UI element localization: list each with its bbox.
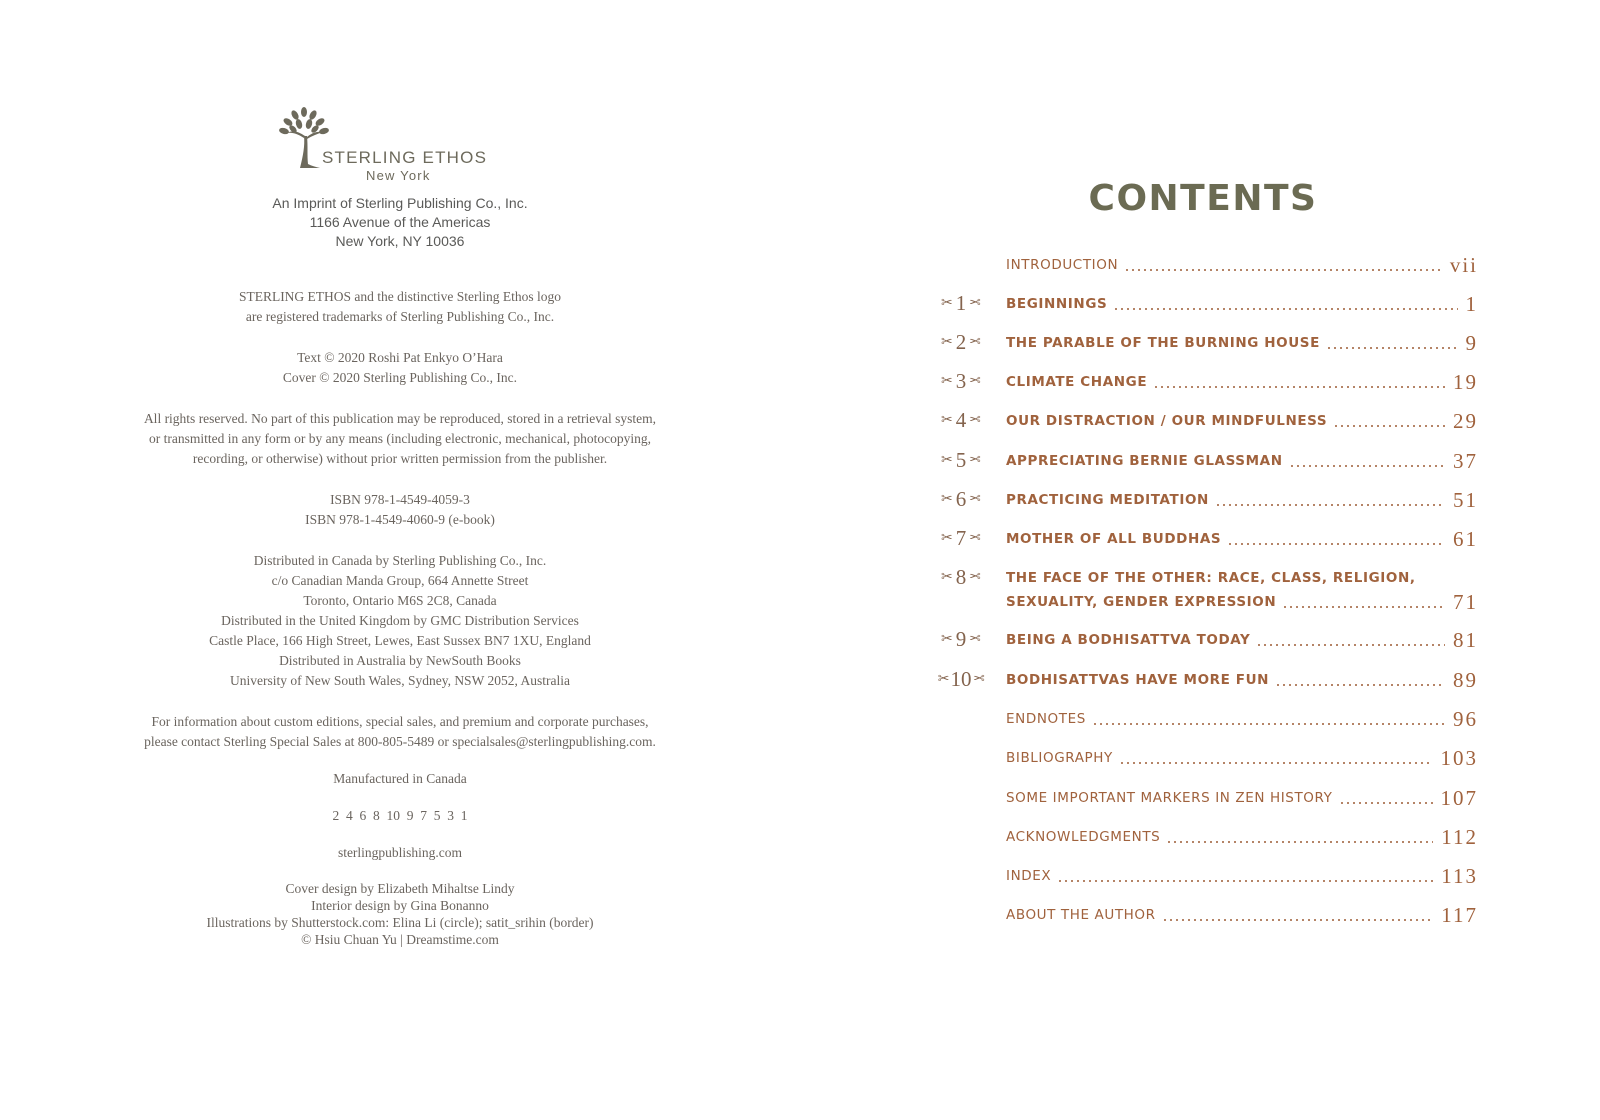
- leader-dots: [1282, 606, 1445, 608]
- website-block: [100, 843, 700, 863]
- chapter-marker: [930, 448, 992, 472]
- toc-entry-link[interactable]: [1006, 670, 1478, 690]
- toc-page-number: 29: [1453, 409, 1478, 433]
- left-bracket-ornament-icon: ✂: [941, 295, 953, 311]
- distribution-line: Distributed in Australia by NewSouth Books: [279, 653, 521, 668]
- brand-name: STERLING ETHOS: [322, 148, 488, 167]
- imprint-line: 1166 Avenue of the Americas: [309, 214, 491, 230]
- right-bracket-ornament-icon: ✂: [969, 412, 981, 428]
- right-bracket-ornament-icon: ✂: [969, 491, 981, 507]
- imprint-line: An Imprint of Sterling Publishing Co., Inc.: [272, 195, 528, 211]
- toc-entry-title: ENDNOTES: [1006, 711, 1086, 727]
- toc-entry-link[interactable]: [1006, 490, 1478, 510]
- print-line-block: [100, 806, 700, 826]
- toc-entry-title: PRACTICING MEDITATION: [1006, 492, 1209, 508]
- credits-line: Cover design by Elizabeth Mihaltse Lindy: [285, 881, 515, 896]
- right-bracket-ornament-icon: ✂: [969, 631, 981, 647]
- distribution-line: Distributed in Canada by Sterling Publishing Co., Inc.: [253, 553, 547, 568]
- isbn-line: ISBN 978-1-4549-4059-3: [330, 492, 470, 507]
- toc-entry-title: INTRODUCTION: [1006, 257, 1119, 273]
- manufactured-line: Manufactured in Canada: [333, 771, 467, 786]
- right-bracket-ornament-icon: ✂: [972, 671, 985, 687]
- left-bracket-ornament-icon: ✂: [941, 631, 953, 647]
- toc-page-number: 89: [1453, 668, 1478, 692]
- distribution-line: Toronto, Ontario M6S 2C8, Canada: [303, 593, 497, 608]
- toc-entry-title-line1: THE FACE OF THE OTHER: RACE, CLASS, RELIGION,: [1006, 570, 1416, 586]
- toc-entry-title: OUR DISTRACTION / OUR MINDFULNESS: [1006, 413, 1328, 429]
- distribution-line: University of New South Wales, Sydney, NSW 2052, Australia: [230, 673, 570, 688]
- toc-entry-title: CLIMATE CHANGE: [1006, 374, 1148, 390]
- toc-entry-link[interactable]: [1006, 827, 1478, 847]
- trademark-line: STERLING ETHOS and the distinctive Sterling Ethos logo: [238, 289, 562, 304]
- leader-dots: [1339, 802, 1433, 804]
- toc-page-number: 103: [1440, 746, 1478, 770]
- rights-line: or transmitted in any form or by any means (including electronic, mechanical, photocopying,: [149, 431, 651, 446]
- toc-entry-title: THE PARABLE OF THE BURNING HOUSE: [1006, 335, 1320, 351]
- toc-entry-title: BODHISATTVAS HAVE MORE FUN: [1006, 672, 1270, 688]
- leader-dots: [1289, 465, 1445, 467]
- toc-page-number: 81: [1453, 628, 1478, 652]
- toc-entry-title: APPRECIATING BERNIE GLASSMAN: [1006, 453, 1283, 469]
- trademark-notice: [100, 287, 700, 327]
- toc-entry-link[interactable]: [1006, 788, 1478, 808]
- imprint-line: New York, NY 10036: [335, 233, 465, 249]
- chapter-number: 8: [955, 564, 967, 589]
- trademark-line: are registered trademarks of Sterling Publishing Co., Inc.: [245, 309, 555, 324]
- toc-entry-link[interactable]: [1006, 529, 1478, 549]
- leader-dots: [1153, 386, 1445, 388]
- isbn-block: [100, 490, 700, 530]
- toc-page-number: 37: [1453, 449, 1478, 473]
- toc-entry-link[interactable]: [1006, 451, 1478, 471]
- toc-entry-link[interactable]: [1006, 411, 1478, 431]
- chapter-marker: [930, 627, 992, 651]
- leader-dots: [1275, 684, 1445, 686]
- toc-entry-title: BEGINNINGS: [1006, 296, 1108, 312]
- toc-page-number: 1: [1465, 292, 1478, 316]
- leader-dots: [1119, 762, 1433, 764]
- copyright-line: Cover © 2020 Sterling Publishing Co., Inc.: [282, 370, 518, 385]
- chapter-marker: [930, 667, 992, 691]
- toc-entry-link[interactable]: [1006, 709, 1478, 729]
- right-bracket-ornament-icon: ✂: [969, 569, 981, 585]
- toc-page-number: 9: [1465, 331, 1478, 355]
- distribution-line: Distributed in the United Kingdom by GMC Distribution Services: [221, 613, 579, 628]
- chapter-marker: [930, 487, 992, 511]
- distribution-block: [100, 551, 700, 691]
- toc-entry-link[interactable]: [1006, 630, 1478, 650]
- toc-entry-link[interactable]: [1006, 905, 1478, 925]
- distribution-line: Castle Place, 166 High Street, Lewes, East Sussex BN7 1XU, England: [209, 633, 591, 648]
- toc-page-number: 117: [1441, 903, 1478, 927]
- rights-line: All rights reserved. No part of this publication may be reproduced, stored in a retrieval system,: [143, 411, 657, 426]
- sales-line: For information about custom editions, special sales, and premium and corporate purchases,: [151, 714, 649, 729]
- toc-entry-link[interactable]: [1006, 866, 1478, 886]
- left-bracket-ornament-icon: ✂: [941, 491, 953, 507]
- toc-entry-title: SEXUALITY, GENDER EXPRESSION: [1006, 594, 1277, 610]
- chapter-marker: [930, 408, 992, 432]
- rights-notice: [100, 409, 700, 469]
- contents-page: [930, 0, 1490, 1120]
- leader-dots: [1113, 308, 1457, 310]
- chapter-number: 3: [955, 368, 967, 393]
- chapter-number: 5: [955, 447, 967, 472]
- toc-entry-link[interactable]: [1006, 748, 1478, 768]
- credits-line: Illustrations by Shutterstock.com: Elina Li (circle); satit_srihin (border): [206, 915, 594, 930]
- toc-entry-link[interactable]: [1006, 294, 1478, 314]
- toc-page-number: 113: [1441, 864, 1478, 888]
- leader-dots: [1124, 269, 1442, 271]
- contents-title: CONTENTS: [1088, 178, 1318, 219]
- toc-page-number: 61: [1453, 527, 1478, 551]
- distribution-line: c/o Canadian Manda Group, 664 Annette Street: [271, 573, 529, 588]
- chapter-marker: [930, 330, 992, 354]
- left-bracket-ornament-icon: ✂: [937, 671, 950, 687]
- copyright-line: Text © 2020 Roshi Pat Enkyo O’Hara: [297, 350, 503, 365]
- print-line: 2 4 6 8 10 9 7 5 3 1: [332, 808, 468, 823]
- leader-dots: [1333, 425, 1445, 427]
- leader-dots: [1326, 347, 1458, 349]
- leader-dots: [1057, 880, 1433, 882]
- toc-entry-link[interactable]: [1006, 372, 1478, 392]
- chapter-number: 2: [955, 329, 967, 354]
- website-link: sterlingpublishing.com: [337, 845, 463, 860]
- toc-entry-title: ABOUT THE AUTHOR: [1006, 907, 1156, 923]
- toc-page-number: 51: [1453, 488, 1478, 512]
- right-bracket-ornament-icon: ✂: [969, 452, 981, 468]
- isbn-line: ISBN 978-1-4549-4060-9 (e-book): [305, 512, 495, 527]
- chapter-marker: [930, 369, 992, 393]
- left-bracket-ornament-icon: ✂: [941, 373, 953, 389]
- leader-dots: [1162, 919, 1434, 921]
- leader-dots: [1215, 504, 1445, 506]
- toc-entry-title: BEING A BODHISATTVA TODAY: [1006, 632, 1251, 648]
- left-bracket-ornament-icon: ✂: [941, 452, 953, 468]
- chapter-number: 1: [955, 290, 967, 315]
- leader-dots: [1227, 543, 1445, 545]
- right-bracket-ornament-icon: ✂: [969, 530, 981, 546]
- brand-city: New York: [366, 168, 431, 183]
- chapter-number: 9: [955, 626, 967, 651]
- right-bracket-ornament-icon: ✂: [969, 373, 981, 389]
- left-bracket-ornament-icon: ✂: [941, 334, 953, 350]
- copyright-page: [100, 100, 700, 948]
- toc-page-number: 19: [1453, 370, 1478, 394]
- credits-line: Interior design by Gina Bonanno: [311, 898, 489, 913]
- toc-entry-title: MOTHER OF ALL BUDDHAS: [1006, 531, 1222, 547]
- chapter-number: 7: [955, 525, 967, 550]
- sales-line: please contact Sterling Special Sales at 800-805-5489 or specialsales@sterlingpublishing.com.: [144, 734, 656, 749]
- publisher-logo: [100, 100, 700, 184]
- toc-entry-title: BIBLIOGRAPHY: [1006, 750, 1113, 766]
- leader-dots: [1256, 644, 1445, 646]
- toc-entry-link[interactable]: [1006, 592, 1478, 612]
- left-bracket-ornament-icon: ✂: [941, 569, 953, 585]
- toc-entry-title: SOME IMPORTANT MARKERS IN ZEN HISTORY: [1006, 790, 1333, 806]
- chapter-number: 4: [955, 407, 967, 432]
- left-bracket-ornament-icon: ✂: [941, 530, 953, 546]
- rights-line: recording, or otherwise) without prior written permission from the publisher.: [192, 451, 608, 466]
- chapter-marker: [930, 565, 992, 589]
- toc-entry-title: INDEX: [1006, 868, 1052, 884]
- chapter-marker: [930, 526, 992, 550]
- leader-dots: [1092, 723, 1445, 725]
- leader-dots: [1166, 841, 1433, 843]
- special-sales-block: [100, 712, 700, 752]
- imprint-address: [100, 194, 700, 251]
- right-bracket-ornament-icon: ✂: [969, 334, 981, 350]
- chapter-number: 10: [950, 666, 972, 691]
- toc-page-number: 71: [1453, 590, 1478, 614]
- manufactured-note: [100, 769, 700, 789]
- toc-page-number: 96: [1453, 707, 1478, 731]
- credits-block: [100, 880, 700, 948]
- left-bracket-ornament-icon: ✂: [941, 412, 953, 428]
- chapter-marker: [930, 291, 992, 315]
- toc-entry-title: ACKNOWLEDGMENTS: [1006, 829, 1161, 845]
- toc-entry-link[interactable]: [1006, 255, 1478, 275]
- copyright-notice: [100, 348, 700, 388]
- toc-page-number: 107: [1440, 786, 1478, 810]
- credits-line: © Hsiu Chuan Yu | Dreamstime.com: [301, 932, 499, 947]
- chapter-number: 6: [955, 486, 967, 511]
- toc-page-number: 112: [1441, 825, 1478, 849]
- toc-entry-link[interactable]: [1006, 333, 1478, 353]
- right-bracket-ornament-icon: ✂: [969, 295, 981, 311]
- toc-page-number: vii: [1449, 253, 1478, 277]
